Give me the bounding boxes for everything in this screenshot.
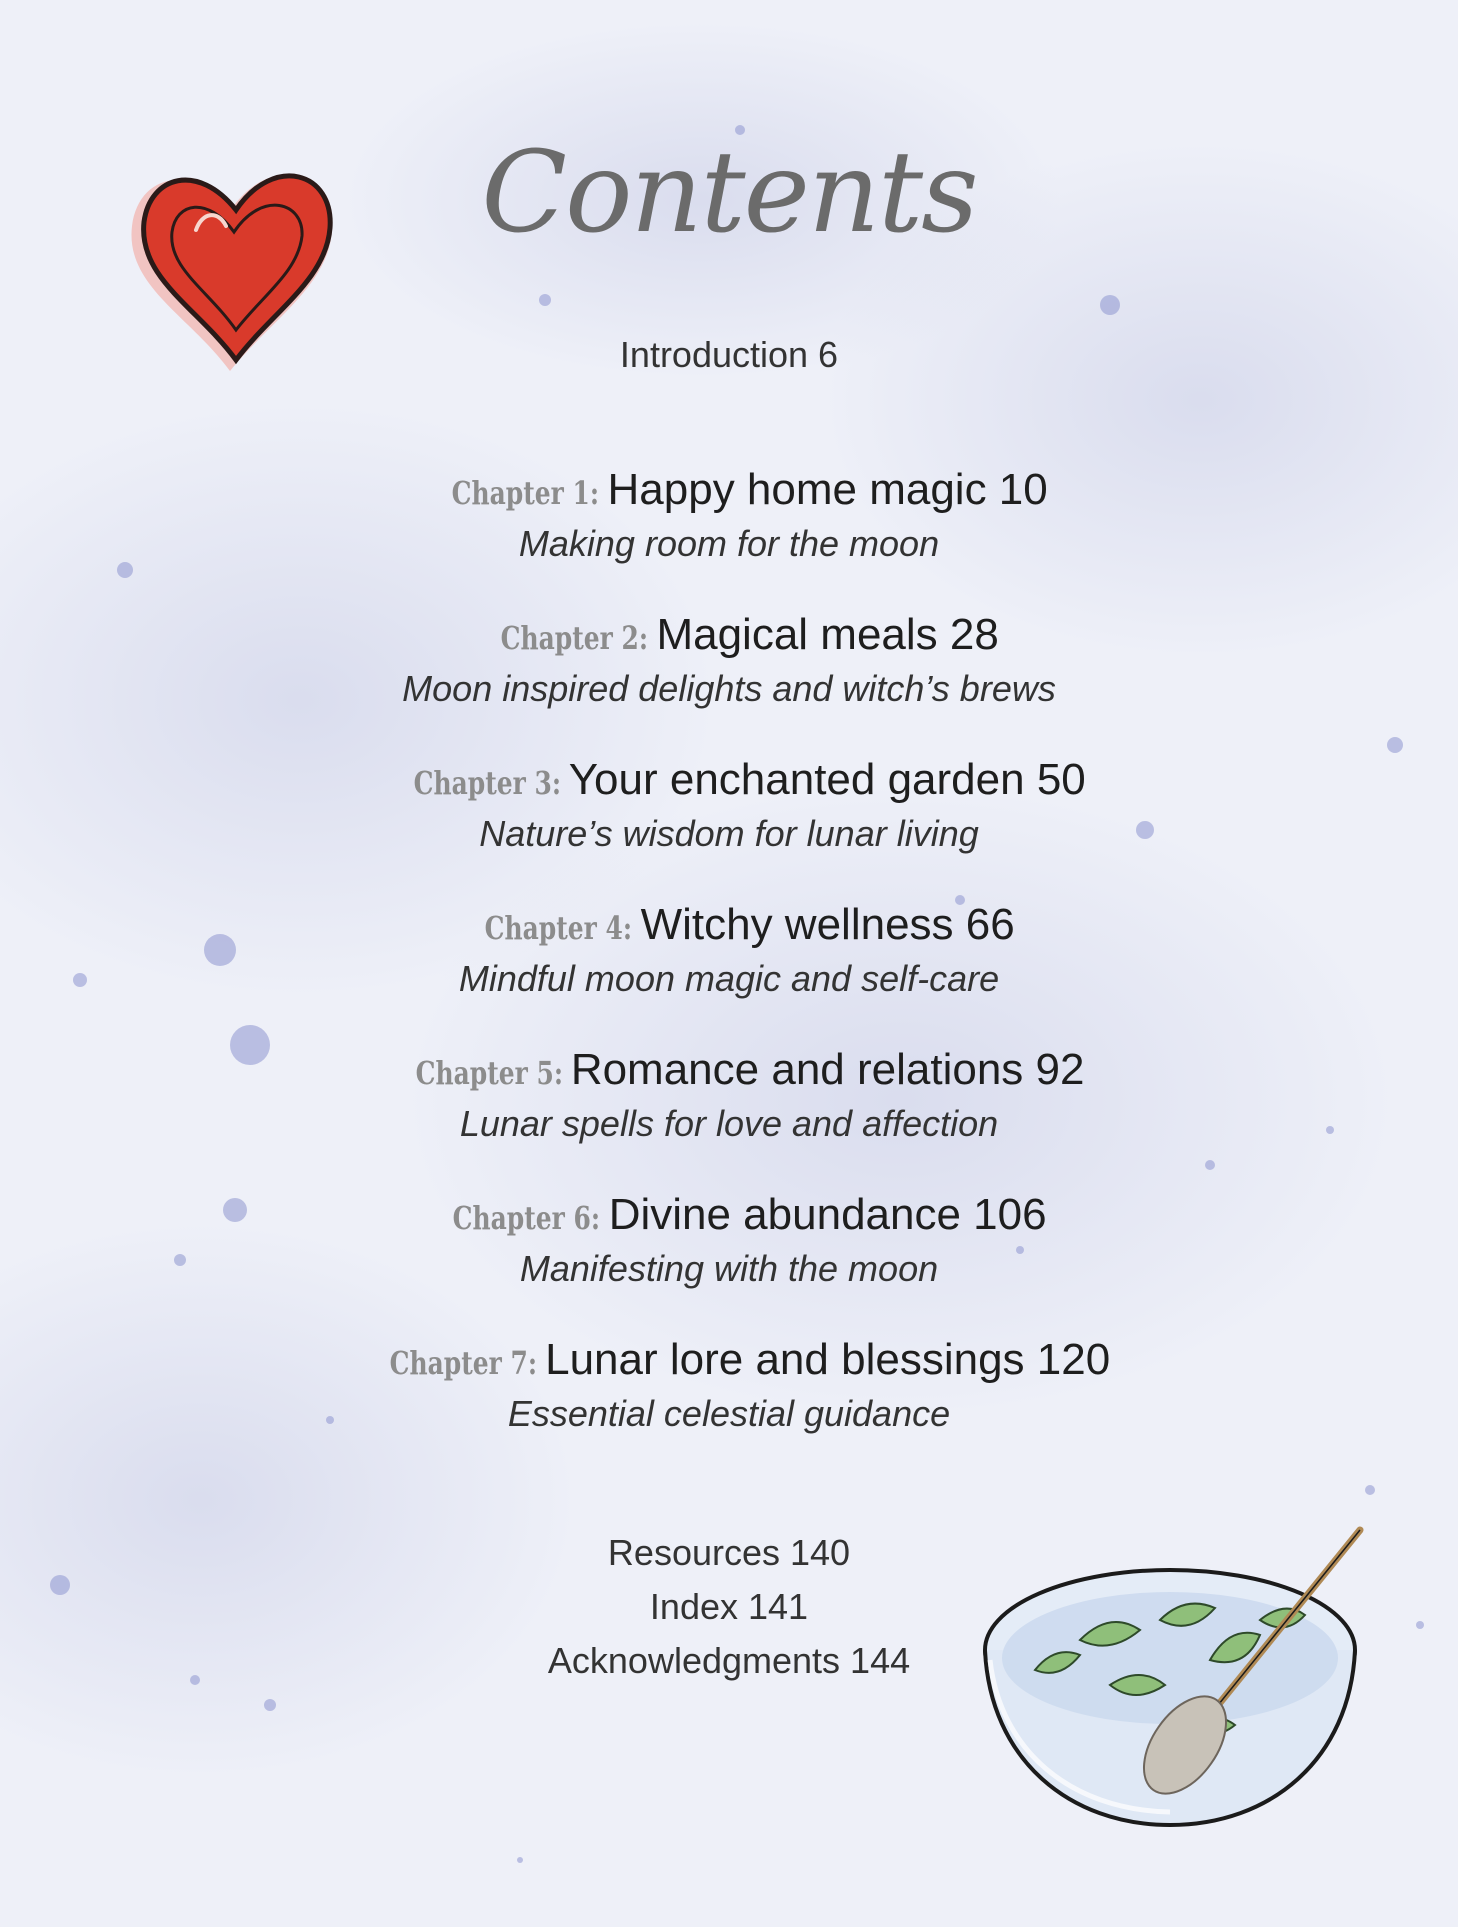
- chapter-entry: [0, 462, 1458, 607]
- chapter-title: Your enchanted garden 50: [568, 755, 1086, 804]
- chapter-title: Romance and relations 92: [570, 1045, 1085, 1094]
- chapter-title: Magical meals 28: [656, 610, 999, 659]
- chapter-number: Chapter 7:: [389, 1344, 537, 1382]
- chapter-number: Chapter 2:: [500, 619, 649, 657]
- chapter-title: Divine abundance 106: [608, 1190, 1047, 1239]
- back-matter-entry: Acknowledgments 144: [547, 1640, 911, 1681]
- back-matter-entry: Resources 140: [607, 1532, 851, 1573]
- chapter-number: Chapter 5:: [415, 1054, 563, 1092]
- chapter-title: Happy home magic 10: [607, 465, 1048, 514]
- page-title: Contents: [481, 128, 977, 258]
- chapter-entry: [0, 607, 1458, 752]
- chapter-number: Chapter 6:: [452, 1199, 601, 1237]
- back-matter-entry: Index 141: [649, 1586, 809, 1627]
- chapter-number: Chapter 1:: [451, 474, 600, 512]
- chapter-number: Chapter 4:: [484, 909, 633, 947]
- chapter-list: [0, 462, 1458, 1477]
- chapter-subtitle: Mindful moon magic and self-care: [458, 958, 1000, 999]
- chapter-entry: [0, 1332, 1458, 1477]
- chapter-subtitle: Moon inspired delights and witch’s brews: [402, 668, 1056, 709]
- chapter-entry: [0, 897, 1458, 1042]
- chapter-title: Lunar lore and blessings 120: [545, 1335, 1111, 1384]
- chapter-subtitle: Manifesting with the moon: [519, 1248, 939, 1289]
- chapter-subtitle: Nature’s wisdom for lunar living: [479, 813, 979, 854]
- chapter-entry: [0, 1187, 1458, 1332]
- chapter-subtitle: Making room for the moon: [518, 523, 940, 564]
- chapter-subtitle: Lunar spells for love and affection: [459, 1103, 999, 1144]
- chapter-title: Witchy wellness 66: [640, 900, 1015, 949]
- bowl-illustration: [960, 1510, 1400, 1840]
- chapter-number: Chapter 3:: [413, 764, 562, 802]
- chapter-subtitle: Essential celestial guidance: [507, 1393, 951, 1434]
- chapter-entry: [0, 752, 1458, 897]
- introduction-entry: Introduction 6: [619, 334, 839, 375]
- chapter-entry: [0, 1042, 1458, 1187]
